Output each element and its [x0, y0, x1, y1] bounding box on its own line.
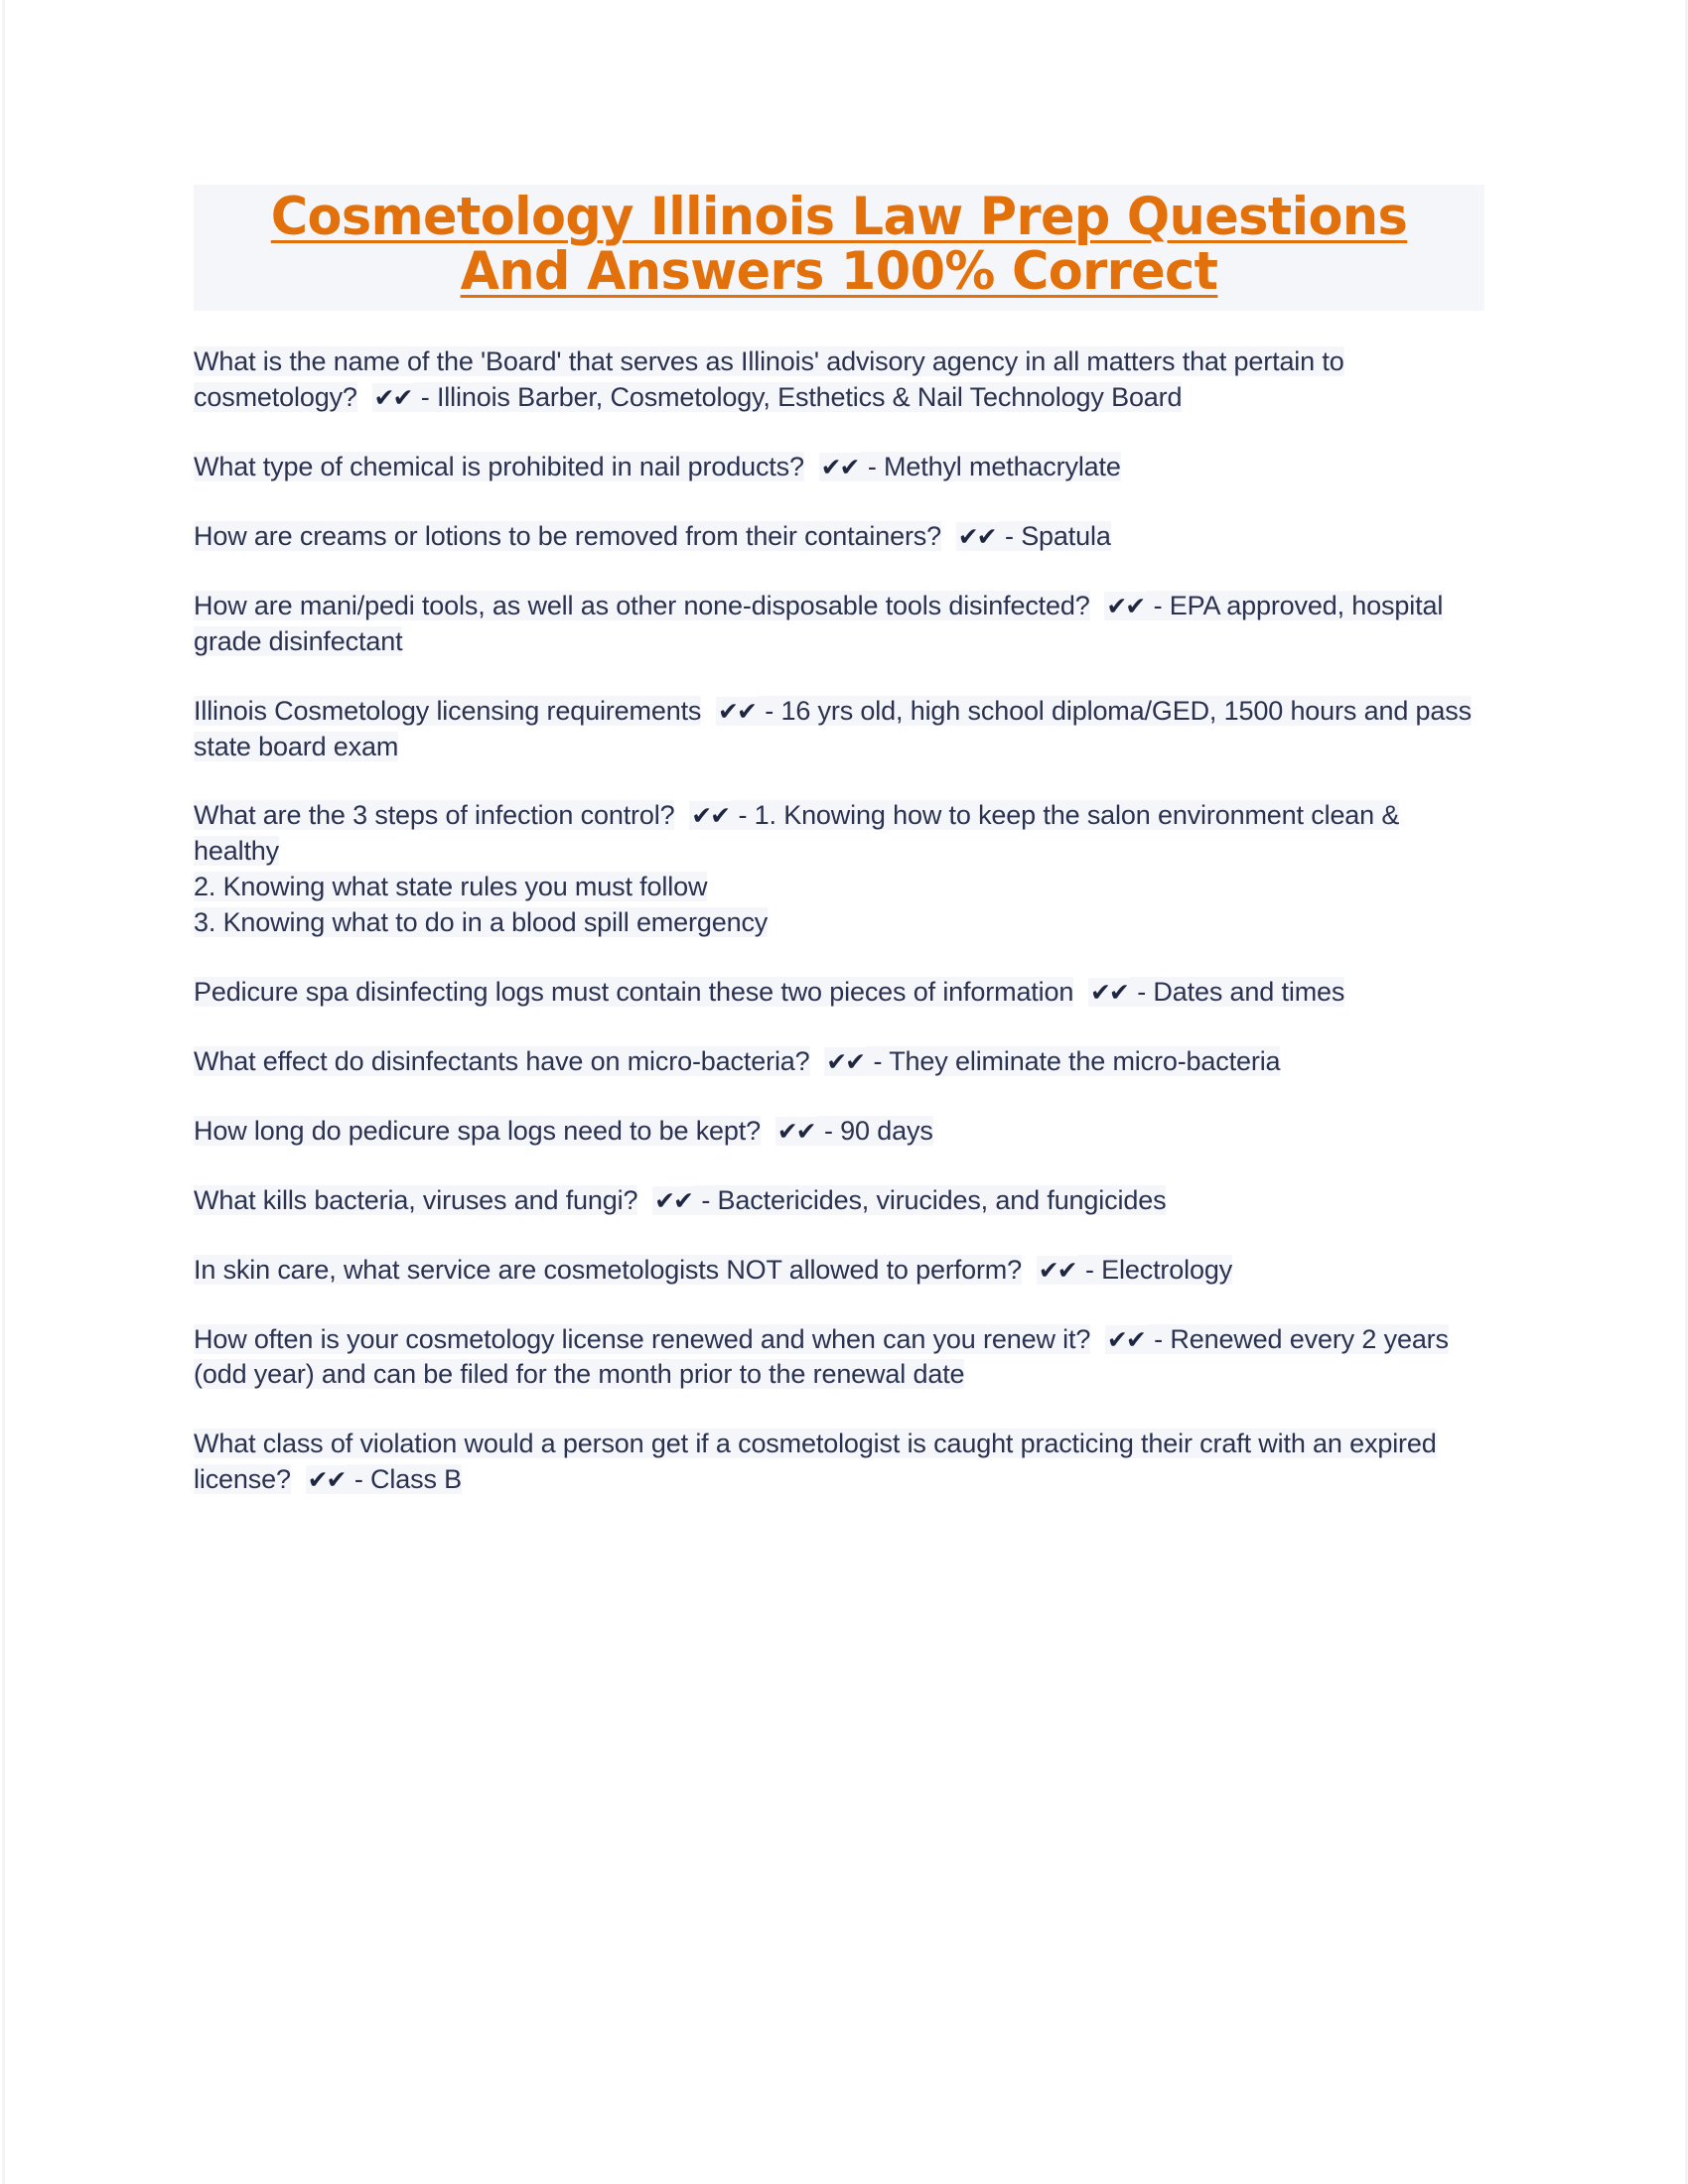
document-content	[194, 185, 1484, 1498]
question-text: What class of violation would a person get if a cosmetologist is caught practicing their craft with an expired license?	[194, 1429, 1437, 1495]
qa-block	[194, 1427, 1484, 1498]
question-text: What are the 3 steps of infection control?	[194, 800, 675, 831]
check-mark-icon: ✔✔	[776, 1116, 815, 1146]
check-mark-icon: ✔✔	[373, 383, 412, 413]
qa-block	[194, 1322, 1484, 1394]
check-mark-icon: ✔✔	[718, 696, 756, 726]
question-text: How long do pedicure spa logs need to be kept?	[194, 1115, 762, 1146]
question-text: What effect do disinfectants have on micro-bacteria?	[194, 1045, 810, 1076]
answer-separator: -	[693, 1184, 718, 1215]
answer-text: 16 yrs old, high school diploma/GED, 1500 hours and pass state board exam	[194, 695, 1472, 761]
check-mark-icon: ✔✔	[820, 452, 859, 481]
answer-separator: -	[413, 382, 437, 413]
qa-block	[194, 1253, 1484, 1289]
check-mark-icon: ✔✔	[691, 801, 730, 831]
question-text: Illinois Cosmetology licensing requirements	[194, 695, 702, 726]
answer-separator: -	[816, 1115, 841, 1146]
qa-primary-line	[194, 1114, 1484, 1150]
question-text: What is the name of the 'Board' that serves as Illinois' advisory agency in all matters that pertain to cosmetology?	[194, 346, 1344, 413]
qa-primary-line	[194, 1183, 1484, 1219]
answer-separator: -	[1146, 1323, 1171, 1354]
answer-text: 90 days	[840, 1115, 933, 1146]
answer-separator: -	[866, 1045, 890, 1076]
qa-primary-line	[194, 589, 1484, 660]
answer-separator: -	[757, 695, 781, 726]
qa-block	[194, 975, 1484, 1011]
qa-primary-line	[194, 975, 1484, 1011]
qa-block	[194, 1044, 1484, 1080]
qa-primary-line	[194, 1427, 1484, 1498]
qa-primary-line	[194, 1322, 1484, 1394]
qa-primary-line	[194, 798, 1484, 870]
qa-block	[194, 589, 1484, 660]
answer-separator: -	[860, 451, 885, 481]
qa-block	[194, 519, 1484, 555]
answer-separator: -	[731, 800, 755, 831]
check-mark-icon: ✔✔	[1106, 591, 1145, 620]
qa-list	[194, 344, 1484, 1498]
answer-separator: -	[1146, 590, 1170, 620]
question-text: How often is your cosmetology license renewed and when can you renew it?	[194, 1323, 1091, 1354]
qa-primary-line	[194, 1044, 1484, 1080]
answer-extra-line	[194, 870, 1484, 905]
check-mark-icon: ✔✔	[1038, 1255, 1076, 1285]
answer-separator: -	[997, 520, 1022, 551]
answer-text: Electrology	[1101, 1254, 1233, 1285]
answer-extra-text: 2. Knowing what state rules you must follow	[194, 872, 708, 902]
question-text: What kills bacteria, viruses and fungi?	[194, 1184, 638, 1215]
qa-primary-line	[194, 519, 1484, 555]
answer-text: Class B	[370, 1464, 463, 1495]
qa-block	[194, 798, 1484, 941]
question-text: How are creams or lotions to be removed from their containers?	[194, 520, 942, 551]
check-mark-icon: ✔✔	[957, 521, 996, 551]
qa-primary-line	[194, 450, 1484, 485]
question-text: What type of chemical is prohibited in nail products?	[194, 451, 804, 481]
answer-text: They eliminate the micro-bacteria	[889, 1045, 1281, 1076]
question-text: In skin care, what service are cosmetologists NOT allowed to perform?	[194, 1254, 1022, 1285]
page-title-line-2: And Answers 100% Correct	[460, 240, 1218, 302]
answer-text: 1. Knowing how to keep the salon environment clean & healthy	[194, 800, 1400, 867]
qa-block	[194, 1114, 1484, 1150]
question-text: How are mani/pedi tools, as well as other none-disposable tools disinfected?	[194, 590, 1090, 620]
answer-text: Illinois Barber, Cosmetology, Esthetics & Nail Technology Board	[436, 382, 1183, 413]
qa-primary-line	[194, 1253, 1484, 1289]
answer-text: Renewed every 2 years (odd year) and can be filed for the month prior to the renewal date	[194, 1323, 1449, 1390]
answer-separator: -	[1129, 977, 1154, 1008]
answer-extra-text: 3. Knowing what to do in a blood spill emergency	[194, 907, 769, 938]
check-mark-icon: ✔✔	[654, 1185, 692, 1215]
answer-text: Bactericides, virucides, and fungicides	[717, 1184, 1167, 1215]
qa-primary-line	[194, 344, 1484, 416]
answer-text: Methyl methacrylate	[884, 451, 1121, 481]
qa-block	[194, 344, 1484, 416]
page-title	[194, 185, 1484, 311]
page-title-line-1: Cosmetology Illinois Law Prep Questions	[270, 187, 1408, 247]
answer-text: Spatula	[1021, 520, 1111, 551]
qa-block	[194, 1183, 1484, 1219]
qa-block	[194, 694, 1484, 765]
check-mark-icon: ✔✔	[1106, 1324, 1145, 1354]
qa-block	[194, 450, 1484, 485]
answer-separator: -	[1077, 1254, 1102, 1285]
check-mark-icon: ✔✔	[826, 1046, 865, 1076]
answer-separator: -	[347, 1464, 371, 1495]
answer-extra-line	[194, 905, 1484, 941]
check-mark-icon: ✔✔	[1089, 978, 1128, 1008]
answer-text: EPA approved, hospital grade disinfectant	[194, 590, 1444, 656]
qa-primary-line	[194, 694, 1484, 765]
question-text: Pedicure spa disinfecting logs must contain these two pieces of information	[194, 977, 1074, 1008]
check-mark-icon: ✔✔	[307, 1465, 346, 1495]
answer-text: Dates and times	[1153, 977, 1345, 1008]
